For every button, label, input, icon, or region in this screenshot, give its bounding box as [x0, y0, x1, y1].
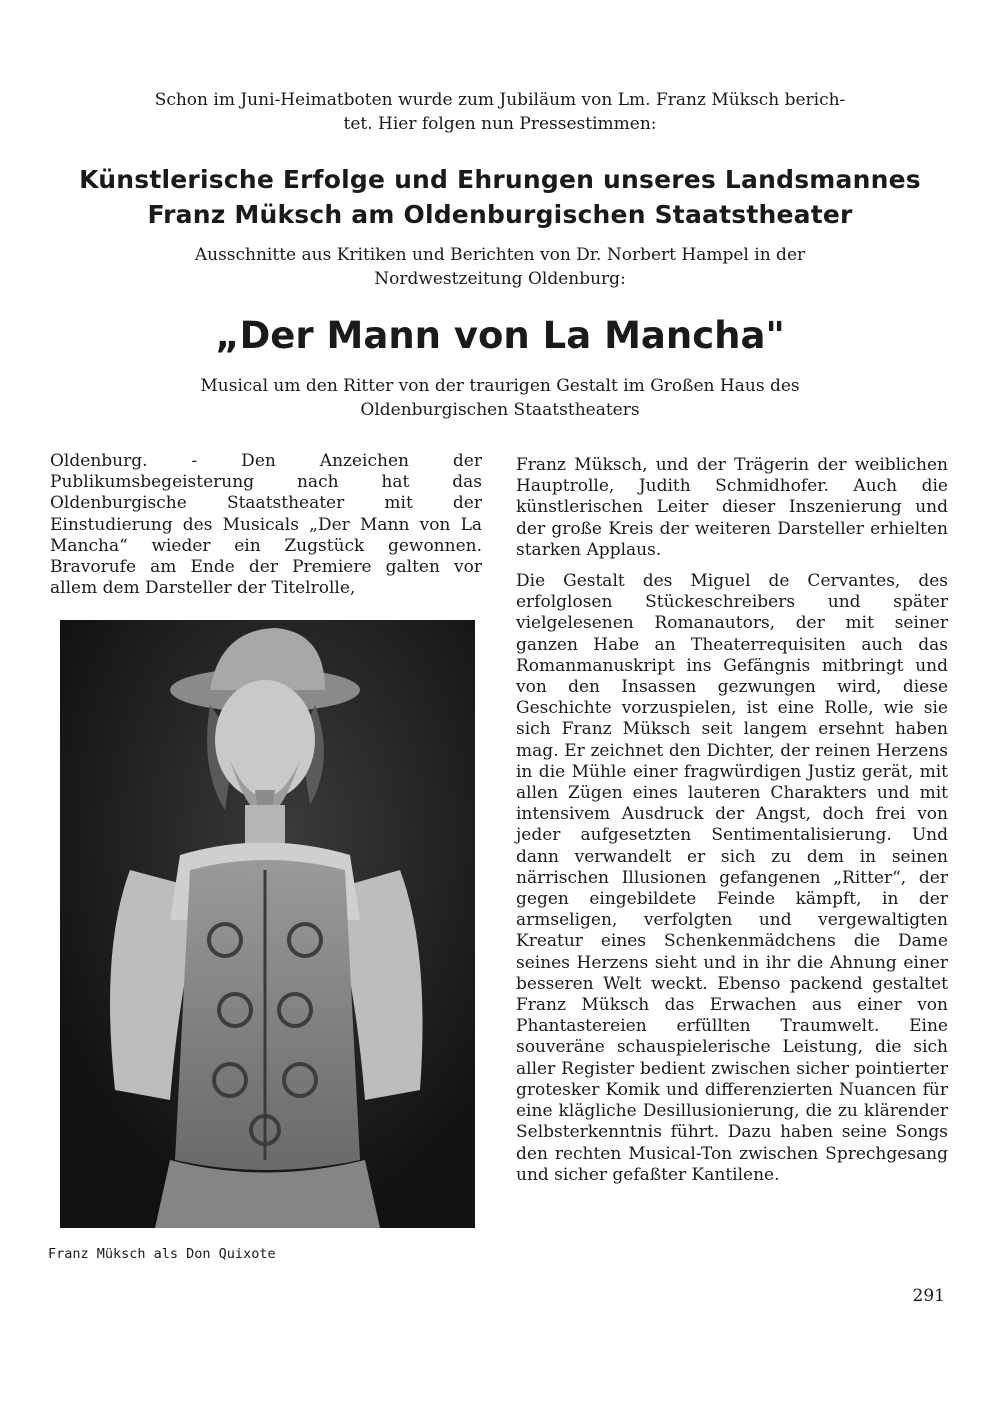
headline-line-2: Franz Müksch am Oldenburgischen Staatstheater	[147, 200, 853, 229]
page-number: 291	[912, 1286, 945, 1306]
main-headline	[55, 162, 945, 232]
excerpt-line-1: Ausschnitte aus Kritiken und Berichten von Dr. Norbert Hampel in der	[194, 245, 806, 265]
intro-line-1: Schon im Juni-Heimatboten wurde zum Jubiläum von Lm. Franz Müksch berich-	[154, 90, 846, 110]
right-paragraph-2: Die Gestalt des Miguel de Cervantes, des erfolglosen Stückeschreibers und später vielgelesenen Romanautors, der mit seiner ganzen Habe an Theaterrequisiten auch das Romanmanuskript ins Gefängnis mitbringt und von den Insassen gezwungen wird, diese Geschichte vorzuspielen, ist eine Rolle, wie sie sich Franz Müksch seit langem ersehnt haben mag. Er zeichnet den Dichter, der reinen Herzens in die Mühle einer fragwürdigen Justiz gerät, mit allen Zügen eines lauteren Charakters und mit intensivem Ausdruck der Angst, doch frei von jeder aufgesetzten Sentimentalisierung. Und dann verwandelt er sich zu dem in seinen närrischen Illusionen gefangenen „Ritter“, der gegen eingebildete Feinde kämpft, in der armseligen, verfolgten und vergewaltigten Kreatur eines Schenkenmädchens die Dame seines Herzens sieht und in ihr die Ahnung einer besseren Welt weckt. Ebenso packend gestaltet Franz Müksch das Erwachen aus einer von Phantastereien erfüllten Traumwelt. Eine souveräne schauspielerische Leistung, die sich aller Register bedient zwischen sicher pointierter grotesker Komik und differenzierten Nuancen für eine klägliche Desillusionierung, die zu klärender Selbsterkenntnis führt. Dazu haben seine Songs den rechten Musical-Ton zwischen Sprechgesang und sicher gefaßter Kantilene.	[516, 571, 948, 1185]
left-column	[50, 451, 482, 599]
headline-line-1: Künstlerische Erfolge und Ehrungen unseres Landsmannes	[79, 165, 921, 194]
intro-paragraph	[55, 88, 945, 136]
article-subtitle	[55, 374, 945, 422]
photo-illustration	[60, 620, 475, 1228]
subtitle-line-2: Oldenburgischen Staatstheaters	[360, 400, 640, 420]
left-paragraph: Oldenburg. - Den Anzeichen der Publikumsbegeisterung nach hat das Oldenburgische Staatstheater mit der Einstudierung des Musicals „Der Mann von La Mancha“ wieder ein Zugstück gewonnen. Bravorufe am Ende der Premiere galten vor allem dem Darsteller der Titelrolle,	[50, 451, 482, 599]
article-title: „Der Mann von La Mancha"	[215, 314, 785, 357]
photo-caption: Franz Müksch als Don Quixote	[48, 1246, 276, 1262]
subtitle-line-1: Musical um den Ritter von der traurigen Gestalt im Großen Haus des	[200, 376, 800, 396]
right-column	[516, 455, 948, 1186]
actor-photo	[60, 620, 475, 1228]
excerpt-note	[55, 243, 945, 291]
right-paragraph-1: Franz Müksch, und der Trägerin der weiblichen Hauptrolle, Judith Schmidhofer. Auch die künstlerischen Leiter dieser Inszenierung und der große Kreis der weiteren Darsteller erhielten starken Applaus.	[516, 455, 948, 560]
excerpt-line-2: Nordwestzeitung Oldenburg:	[374, 269, 626, 289]
intro-line-2: tet. Hier folgen nun Pressestimmen:	[343, 114, 657, 134]
